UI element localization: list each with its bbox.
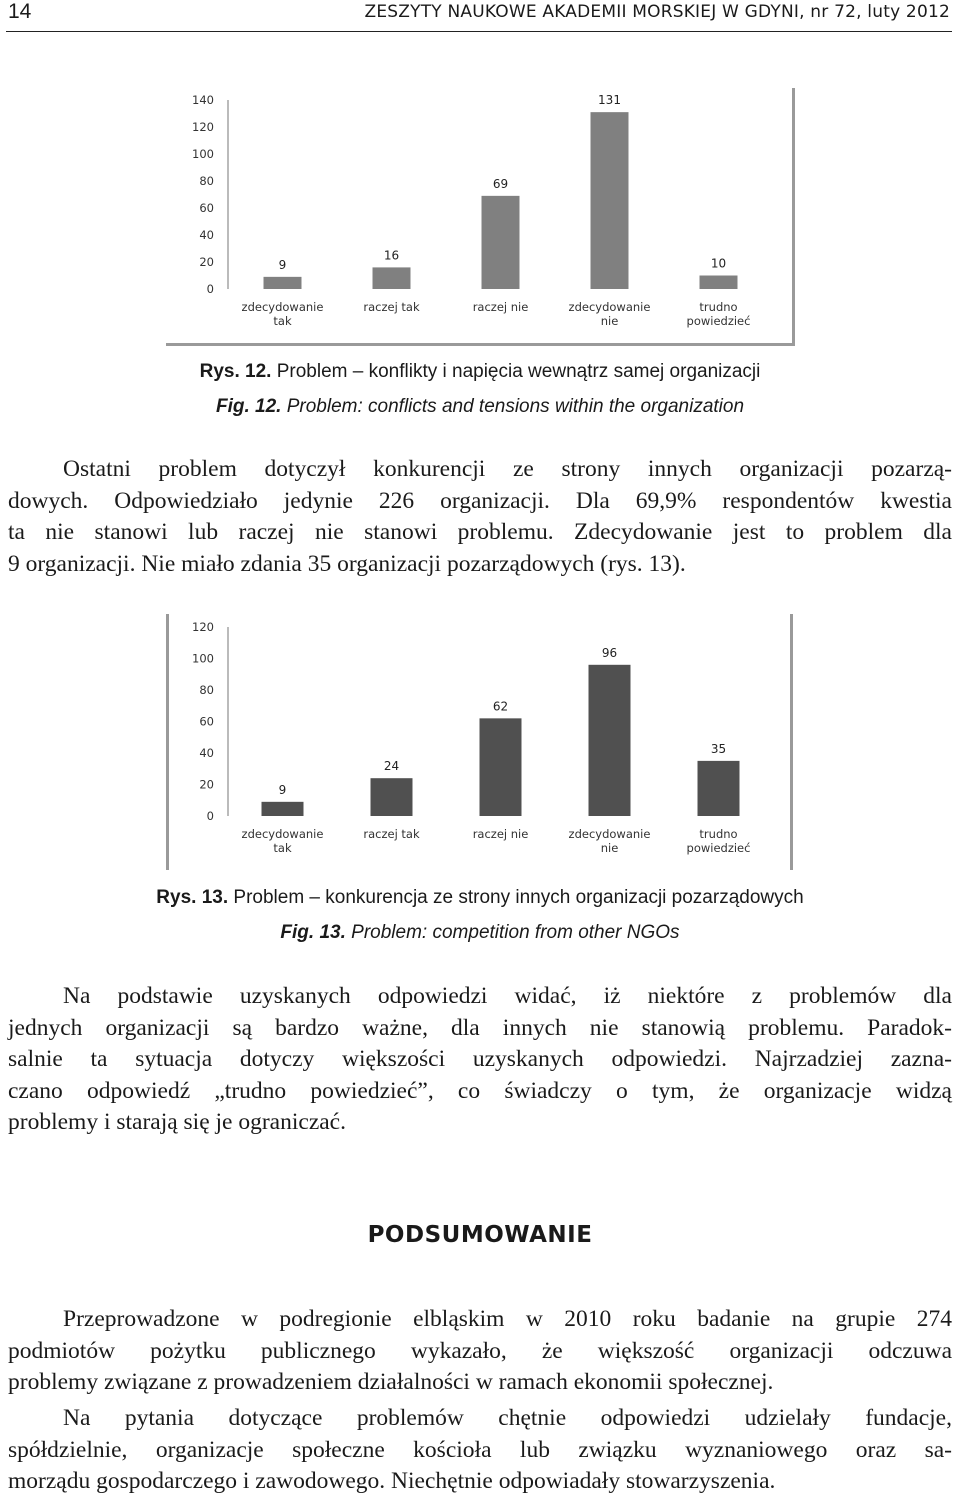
journal-title: ZESZYTY NAUKOWE AKADEMII MORSKIEJ W GDYNI, nr 72, luty 2012	[364, 2, 950, 22]
y-tick-label: 100	[192, 147, 214, 161]
y-tick-label: 60	[199, 714, 214, 729]
data-label: 69	[492, 176, 509, 191]
paragraph-line: morządu gospodarczego i zawodowego. Niechętnie odpowiadały stowarzyszenia.	[8, 1468, 776, 1494]
chart-13-shadow-left	[166, 614, 169, 870]
bar	[700, 276, 738, 290]
bar	[373, 267, 411, 289]
paragraph-line: Na podstawie uzyskanych odpowiedzi widać, iż niektóre z problemów dla	[63, 983, 952, 1009]
figure-13-number-en: Fig. 13.	[280, 922, 346, 943]
figure-13-caption-en	[0, 922, 960, 944]
category-label: nie	[600, 314, 619, 328]
paragraph-line: spółdzielnie, organizacje społeczne kościoła lub związku wyznaniowego oraz sa-	[8, 1436, 952, 1463]
category-label: nie	[600, 841, 619, 855]
y-tick-label: 60	[199, 201, 214, 215]
category-label: zdecydowanie	[241, 827, 324, 841]
bar	[371, 778, 413, 816]
paragraph-line: salnie ta sytuacja dotyczy większości uzyskanych odpowiedzi. Najrzadziej zazna-	[8, 1046, 952, 1072]
paragraph-observations	[8, 981, 952, 1139]
bar	[262, 802, 304, 816]
category-label: zdecydowanie	[568, 300, 651, 314]
chart-13-svg	[166, 614, 792, 867]
data-label: 131	[598, 93, 621, 108]
data-label: 35	[710, 741, 727, 756]
y-tick-label: 120	[192, 620, 214, 634]
category-label: trudno	[699, 827, 738, 841]
data-label: 16	[383, 248, 400, 263]
bar	[589, 665, 631, 816]
chart-13-shadow-right	[790, 614, 793, 870]
y-tick-label: 80	[199, 683, 214, 697]
category-label: powiedzieć	[686, 841, 751, 855]
category-label: tak	[273, 314, 292, 328]
header-rule	[6, 31, 952, 32]
category-label: zdecydowanie	[241, 300, 324, 314]
paragraph-line: Ostatni problem dotyczył konkurencji ze strony innych organizacji pozarzą-	[63, 456, 952, 482]
page-number: 14	[8, 0, 32, 23]
category-label: trudno	[699, 300, 738, 314]
bar	[698, 761, 740, 816]
data-label: 24	[383, 759, 400, 774]
paragraph-line: 9 organizacji. Nie miało zdania 35 organizacji pozarządowych (rys. 13).	[8, 550, 686, 577]
section-title: PODSUMOWANIE	[367, 1222, 593, 1248]
paragraph-line: czano odpowiedź „trudno powiedzieć”, co świadczy o tym, że organizacje widzą	[8, 1077, 952, 1104]
category-label: powiedzieć	[686, 314, 751, 328]
y-tick-label: 20	[199, 777, 214, 792]
y-tick-label: 0	[206, 809, 214, 823]
paragraph-line: podmiotów pożytku publicznego wykazało, że większość organizacji odczuwa	[8, 1337, 952, 1364]
paragraph-summary	[8, 1304, 952, 1399]
y-tick-label: 40	[199, 746, 214, 760]
data-label: 96	[601, 645, 618, 660]
paragraph-line: ta nie stanowi lub raczej nie stanowi problemu. Zdecydowanie jest to problem dla	[8, 519, 952, 545]
figure-12-number-en: Fig. 12.	[215, 396, 282, 417]
paragraph-line: Przeprowadzone w podregionie elbląskim w 2010 roku badanie na grupie 274	[63, 1306, 952, 1332]
figure-13-text-en: Problem: competition from other NGOs	[351, 922, 680, 943]
figure-12-caption-pl	[0, 361, 960, 383]
figure-12-chart	[166, 88, 792, 343]
paragraph-competition	[8, 454, 952, 580]
figure-12-text-pl: Problem – konflikty i napięcia wewnątrz samej organizacji	[276, 361, 761, 382]
bar	[591, 112, 629, 289]
data-label: 62	[492, 699, 509, 714]
category-label: raczej nie	[472, 827, 529, 841]
paragraph-line: jednych organizacji są bardzo ważne, dla innych nie stanowią problemu. Paradok-	[8, 1014, 952, 1041]
data-label: 9	[278, 257, 287, 272]
data-label: 10	[710, 256, 727, 271]
y-tick-label: 80	[199, 174, 214, 188]
running-header	[0, 0, 960, 30]
figure-13-text-pl: Problem – konkurencja ze strony innych organizacji pozarządowych	[233, 887, 804, 908]
category-label: zdecydowanie	[568, 827, 651, 841]
figure-12-text-en: Problem: conflicts and tensions within the organization	[286, 396, 745, 417]
y-tick-label: 100	[192, 651, 214, 666]
figure-12-caption-en	[0, 396, 960, 418]
chart-12-svg	[166, 88, 792, 343]
y-tick-label: 20	[199, 255, 214, 269]
chart-12-shadow-bottom	[166, 343, 795, 346]
paragraph-line: problemy i starają się je ograniczać.	[8, 1109, 346, 1135]
figure-13-caption-pl	[0, 887, 960, 909]
paragraph-line: problemy związane z prowadzeniem działalności w ramach ekonomii społecznej.	[8, 1369, 774, 1395]
category-label: raczej tak	[363, 300, 420, 314]
data-label: 9	[278, 782, 287, 797]
y-tick-label: 0	[206, 282, 214, 296]
y-tick-label: 120	[192, 120, 214, 134]
paragraph-line: dowych. Odpowiedziało jedynie 226 organizacji. Dla 69,9% respondentów kwestia	[8, 487, 952, 514]
paragraph-line: Na pytania dotyczące problemów chętnie odpowiedzi udzielały fundacje,	[63, 1405, 952, 1431]
bar	[480, 718, 522, 816]
category-label: raczej tak	[363, 827, 420, 841]
figure-13-number-pl: Rys. 13.	[156, 887, 229, 908]
category-label: tak	[273, 841, 292, 855]
y-tick-label: 140	[192, 93, 214, 107]
figure-12-number-pl: Rys. 12.	[199, 361, 272, 382]
bar	[482, 196, 520, 289]
figure-13-chart	[166, 614, 792, 867]
category-label: raczej nie	[472, 300, 529, 314]
chart-12-shadow-right	[792, 88, 795, 346]
paragraph-respondents	[8, 1403, 952, 1498]
y-tick-label: 40	[199, 228, 214, 242]
bar	[264, 277, 302, 289]
